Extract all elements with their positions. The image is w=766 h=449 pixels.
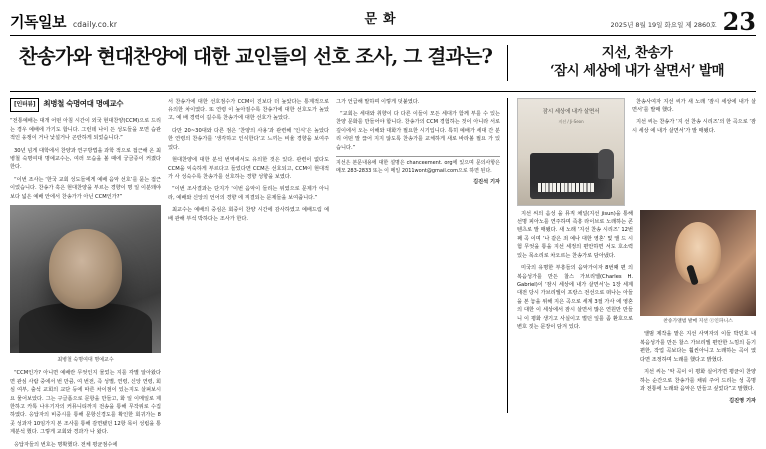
paragraph: 앨범 제작을 맡은 지선 사역자의 이들 박민호 내 복음성가를 만든 찰스 가브리엘 편안한 느낌의 듣기 편한, 작업 곡보다는 훨씬아니고 노래하는 곡이 였다면 조정하며 노래를 했다고 밝혔다.	[640, 331, 756, 363]
side-article-top	[517, 98, 756, 206]
paragraph: “전통예배는 대개 어떤 아침 시간이 외국 현대찬양(CCM)으로 드리는 경우 예배에 가기도 합니다. 그런데 나이 든 성도들을 모면 습관적인 옹쟁이 거나 낯설거나 곤란하게 되었습니다.”	[10, 118, 161, 142]
side-headline	[507, 45, 756, 81]
album-cover-image	[517, 98, 625, 206]
interview-tagline	[10, 98, 161, 118]
photo-caption: 최병철 숙명여대 명예교수	[57, 357, 114, 364]
contact-text: 지선은 본문내용에 대한 설명은 chanceement. org에 있으며 문의사항은 메모 283-2833 또는 이 메일 2011wont@gmail.com으로 하면 된다.	[336, 160, 500, 174]
side-article-column-1	[517, 210, 633, 413]
side-article-column-2	[640, 210, 756, 413]
paragraph: 지선 씨는 ‘악 곡이 이 평화 실어가면 평균이 찬양하는 순간으로 찬송가를 채워 주어 드리는 성 곡명과 전통에 노래와 음악은 만들고 싶었다”고 말했다.	[640, 369, 756, 392]
side-article	[507, 98, 756, 413]
article-byline: 김진석 기자	[473, 179, 500, 186]
singer-photo-caption: 찬송가앨범 발매 지선 ⓒ인파니스	[663, 318, 733, 324]
paragraph: “이번 조사결과는 단지가 ‘이번 음악이 들리는 위였으로 문제가 아니라, 예배와 신앙의 언어의 경향 에 직결되는 문제들을 보여줍니다.”	[168, 186, 329, 201]
paragraph: “CCM인가? 아니면 예배란 무엇인지 물었는 지를 각별 알아왔다면 관심 사람 중에서 번 만큼, 여 번전, 즉 성별, 연령, 신앙 연령, 회심 여부, 출석 교회의 교단 등에 따른 차이점이 있는지도 살펴보시요 물어보았다. 그는 구글폼으로 문항을 만들고, 화 일 이메일로 제한하고 카톡 나우기자의 커뮤니티까지 전송을 통해 무작위로 수집하였다. 응답자의 비중시를 통해 문항신경도를 확인한 회귀가는 8 곳 성과자 10임가지 본 조사를 통해 감면됐던 12항 목이 성립을 통계분석 했다. 그렇게 교회와 경과가 나 왔다.	[10, 370, 161, 436]
pianist-figure	[598, 149, 614, 179]
paragraph: 다만 20~30대와 다른 점은 ‘찬양의 사용’과 관련해 ‘인식’은 높았다 한 연령의 찬송가를 ‘생각하고 인식한다’고 느끼는 비율 경향을 보여주었다.	[168, 127, 329, 151]
interview-tag: [인터뷰]	[10, 98, 39, 113]
paragraph: 그가 언급해 말하며 이렇게 덧붙였다.	[336, 98, 420, 105]
side-article-byline: 김진영 기자	[729, 398, 756, 405]
masthead-right	[610, 6, 756, 36]
side-headline-line2: ‘잠시 세상에 내가 살면서’ 발매	[550, 62, 724, 79]
main-headline: 찬송가와 현대찬양에 대한 교인들의 선호 조사, 그 결과는?	[18, 45, 493, 68]
paragraph: 찬송사여자 지선 씨가 새 노래 ‘잠시 세상에 내가 살면서’를 발매 했다.	[632, 98, 756, 114]
newspaper-logo: 기독일보	[10, 13, 66, 31]
side-headline-line1: 지선, 찬송가	[601, 45, 673, 61]
paragraph: 30년 넘게 대학에서 찬양과 연구방법을 과학 적으로 접근해 온 최병철 숙명여대 명예교수는, 여러 모습을 볼 때에 궁금증이 커졌다 한다.	[10, 147, 161, 171]
main-article	[10, 98, 507, 448]
interview-title: 최병철 숙명여대 명예교수	[43, 99, 124, 109]
paragraph: 지선 씨는 찬송가 ‘지 선 찬송 시리즈’의 한 곡으로 ‘잠시 세상 에 내가 살면서’가 발 매됐다.	[632, 119, 757, 134]
article-column-3	[336, 98, 500, 413]
paragraph: 서 찬송가에 대한 선호점수가 CCM이 진보다 더 높았다는 통계적으로 유의한 차이였다. 또 연령 이 높아질수록 찬송가에 대한 선호도가 높았고, 예 배 경력이 길수록 찬송가에 대한 선호가 높았다.	[168, 98, 329, 122]
interviewee-photo	[10, 205, 161, 353]
newspaper-url: cdaily.co.kr	[72, 20, 118, 29]
paragraph: 응답자들의 번호는 명확했다. 전체 평균점수에	[14, 441, 118, 448]
paragraph: 지선 씨의 음성 을 뮤직 채널(지선 jisun)을 통해 선명 피아노를 연주하며 즉흥 라이브로 노래하는 콘텐츠로 발 매됐다. 새 노래 ‘지선 찬송 시리즈’ 12번째 곡 이며 ‘나 같은 죄 예나 대한 영혼’ 및 앨 드 시험 무엇을 통을 지선 세정의 편안하면 서도 호소력 있는 목소리로 차오르는 찬송가로 담아냈다.	[517, 210, 633, 259]
singer-photo	[640, 210, 756, 316]
article-column-1	[10, 98, 168, 448]
paragraph: 미국의 유명한 부흥들의 음악가이자 8번째 편 의 복음성가를 만든 찰스 가브리엘(Charles H. Gabriel)이 ‘잠시 세상에 내가 살면서’는 1장 세계 대전 당시 가브리엘이 프랑스 전선으로 떠나는 아들을 본 놓을 위해 지은 곡으로 세계 3절 가사 에 영혼의 대한 이 세상에서 잠시 살면서 많은 연원만 만들니 이 평화 생기고 사실이고 벌던 잎를 좀 환호으로 변호 짓는 문장이 담겨 있다.	[517, 265, 633, 331]
article-column-2	[168, 98, 336, 413]
contact-info	[336, 156, 500, 175]
album-cover-subtitle: 지선 / Ji-Seon	[558, 118, 584, 124]
paragraph: “이번 조사는 ‘한국 교회 성도들에게 예배 음악 선호’를 묻는 접근이었습니다. 찬송가 혹은 현대찬양을 부르는 경향이 명 일 이분돼야 보다 넓은 예배 안에서 찬송가가 아닌 CCM인가?”	[10, 176, 161, 200]
issue-info: 2025년 8월 19일 화요일 제 2860호	[610, 21, 717, 29]
headline-row	[10, 36, 756, 92]
body-row	[10, 98, 757, 448]
section-title: 문화	[364, 12, 402, 27]
masthead	[10, 6, 756, 36]
paragraph: 현대찬양에 대한 분석 번역에서도 유의한 것은 있다. 관련이 없다도 CCM을 익숙하게 부르다고 들었다면 CCM은 선호되고, CCM이 현대적 가 사 성숙수록 찬송가를 선호하는 경향 성향을 보였다.	[168, 157, 329, 180]
paragraph: “교회는 세대와 취향이 다 다른 이들이 모든 세대가 함께 부를 수 있는 찬양 문화를 만들어야 합니다. 찬송가의 CCM 경험하는 것이 아니라 서로 깊이에서 오는 이해와 대화가 필요한 시기입니다. 특히 예배가 세대 간 분리 어떤 말 끊어 지지 않도록 찬송가를 교체하게 새로 바라볼 필요 가 있습니다.”	[336, 111, 500, 151]
page-number: 23	[722, 6, 756, 36]
paragraph: 최교수는 예배의 중심은 회중이 찬양 시간에 감사하였고 예배드림 예배 관해 부석 박하다는 조사가 한다.	[168, 207, 329, 222]
side-article-bottom	[517, 210, 756, 413]
side-article-intro	[632, 98, 756, 206]
album-cover-title: 잠시 세상에 내가 살면서	[542, 108, 600, 115]
